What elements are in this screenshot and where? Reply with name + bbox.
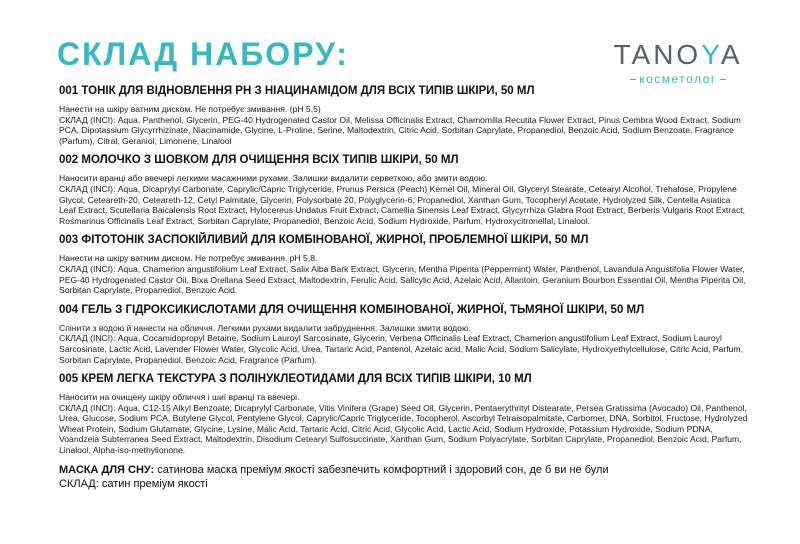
product-usage: Нанести на шкіру ватним диском. Не потребує змивання. pH 5,8. bbox=[59, 253, 318, 264]
product-usage: Наносити вранці або ввечері легкими масажними рухами. Залишки видалити серветкою, або змити водою. bbox=[59, 173, 488, 184]
product-title: 003 ФІТОТОНІК ЗАСПОКІЙЛИВИЙ ДЛЯ КОМБІНОВАНОЇ, ЖИРНОЇ, ПРОБЛЕМНОЇ ШКІРИ, 50 МЛ bbox=[59, 234, 589, 247]
product-item bbox=[59, 84, 749, 146]
product-title: 001 ТОНІК ДЛЯ ВІДНОВЛЕННЯ PH З НІАЦИНАМІДОМ ДЛЯ ВСІХ ТИПІВ ШКІРИ, 50 МЛ bbox=[59, 85, 535, 97]
sleep-mask-section bbox=[59, 463, 749, 491]
sleep-mask-composition: СКЛАД: сатин преміум якості bbox=[59, 477, 208, 490]
sleep-mask-description-line bbox=[59, 463, 749, 477]
product-usage: Наносити на очищену шкіру обличчя і шиї вранці та ввечері. bbox=[59, 392, 300, 403]
sleep-mask-label: МАСКА ДЛЯ СНУ: bbox=[59, 463, 155, 476]
product-item bbox=[59, 372, 749, 456]
brand-logo-wordmark: TANOYA bbox=[613, 39, 743, 70]
page-title: СКЛАД НАБОРУ: bbox=[57, 36, 349, 72]
product-composition: СКЛАД (INCI): Aqua, Cocamidopropyl Betaine, Sodium Lauroyl Sarcosinate, Glycerin, Verbena Officinalis Leaf Extract, Chamerion angustifolium Leaf Extract, Sodium Lauroyl Sarcosinate, Lactic Acid, Lavender Flower Water, Glycolic Acid, Urea, Tartaric Acid, Pantenol, Azelaic acid, Malic Acid, Sodium Salicylate, Hydroxyethylcellulose, Citric Acid, Parfum, Sorbitan Caprylate, Propanediol, Benzoic Acid, Fragrance (Parfum). bbox=[59, 333, 743, 365]
product-title: 002 МОЛОЧКО З ШОВКОМ ДЛЯ ОЧИЩЕННЯ ВСІХ ТИПІВ ШКІРИ, 50 МЛ bbox=[59, 154, 459, 167]
sleep-mask-description: сатинова маска преміум якості забезпечить комфортний і здоровий сон, де б ви не були bbox=[154, 463, 609, 476]
product-usage: Нанести на шкіру ватним диском. Не потребує змивання. (pH 5,5) bbox=[59, 104, 321, 114]
product-usage: Спінити з водою й нанести на обличчя. Легкими рухами видалити забруднення. Залишки змити водою. bbox=[59, 322, 471, 333]
brand-logo bbox=[612, 40, 744, 86]
product-composition: СКЛАД (INCI): Aqua, Panthenol, Glycerin, PEG-40 Hydrogenated Castor Oil, Melissa Officinalis Extract, Chamomilla Recutita Flower Extract, Pinus Cembra Wood Extract, Sodium PCA, Dipotassium Glycyrrhizinate, Niacinamide, Glycine, L-Proline, Serine, Maltodextrin, Citric Acid, Sorbitan Caprylate, Propanediol, Benzoic Acid, Sodium Benzoate, Fragrance (Parfum), Citral, Geraniol, Limonene, Linalool bbox=[59, 114, 741, 146]
product-title: 004 ГЕЛЬ З ГІДРОКСИКИСЛОТАМИ ДЛЯ ОЧИЩЕННЯ КОМБІНОВАНОЇ, ЖИРНОЇ, ТЬМЯНОЇ ШКІРИ, 50 МЛ bbox=[59, 303, 645, 316]
product-item bbox=[59, 303, 749, 365]
product-composition: СКЛАД (INCI): Aqua, Chamerion angustifolium Leaf Extract, Salix Alba Bark Extract, Glycerin, Mentha Piperita (Peppermint) Water, Panthenol, Lavandula Angustifolia Flower Water, PEG-40 Hydrogenated Castor Oil, Bixa Orellana Seed Extract, Maltodextrin, Ferulic Acid, Salicylic Acid, Azelaic Acid, Allantoin, Geranium Bourbon Essential Oil, Mentha Piperita Oil, Sorbitan Caprylate, Propanediol, Benzoic Acid. bbox=[59, 263, 746, 296]
product-title: 005 КРЕМ ЛЕГКА ТЕКСТУРА З ПОЛІНУКЛЕОТИДАМИ ДЛЯ ВСІХ ТИПІВ ШКІРИ, 10 МЛ bbox=[59, 373, 532, 386]
brand-logo-subtitle: косметолог bbox=[612, 72, 744, 86]
product-composition: СКЛАД (INCI): Aqua, C12-15 Alkyl Benzoate, Dicaprylyl Carbonate, Vitis Vinifera (Grape) Seed Oil, Glycerin, Pentaerythrityl Distearate, Persea Gratissima (Avocado) Oil, Panthenol, Urea, Glucose, Sodium PCA, Butylene Glycol, Pentylene Glycol, Caprylic/Capric Triglyceride, Tocopherol, Ascorbyl Tetraisopalmitate, Carbomer, DNA, Sorbitol, Fructose, Hydrolyzed Wheat Protein, Sodium Glutamate, Glycine, Lysine, Malic Acid, Tartaric Acid, Citric Acid, Glycolic Acid, Lactic Acid, Sodium Hydroxide, Potassium Hydroxide, Sodium PDNA, Voandzeia Subterranea Seed Extract, Maltodextrin, Disodium Cetearyl Sulfosuccinate, Xanthan Gum, Sodium Polyacrylate, Sorbitan Caprylate, Propanediol, Benzoic Acid, Parfum, Linalool, Alpha-iso-methylionone. bbox=[59, 402, 748, 456]
product-list bbox=[59, 84, 749, 491]
product-item bbox=[59, 233, 749, 295]
product-composition: СКЛАД (INCI): Aqua, Dicaprylyl Carbonate, Caprylic/Capric Triglyceride, Prunus Persica (Peach) Kernel Oil, Mineral Oil, Glyceryl Stearate, Cetearyl Alcohol, Trehalose, Propylene Glycol, Ceteareth-20, Ceteareth-12, Cetyl Palmitate, Glycerin, Polysorbate 20, Polyglycerin-6, Propanediol, Xanthan Gum, Tocopheryl Acetate, Hydrolyzed Silk, Centella Asiatica Leaf Extract, Scutellaria Baicalensis Root Extract, Hylocereus Undatus Fruit Extract, Camellia Sinensis Leaf Extract, Glycyrrhiza Glabra Root Extract, Berberis Vulgaris Root Extract, Rosmarinus Officinalis Leaf Extract, Sorbitan Caprylate, Propanediol, Benzoic Acid, Sodium Hydroxide, Parfum, Hydroxycitronellal, Linalool. bbox=[59, 183, 746, 226]
product-item bbox=[59, 153, 749, 226]
